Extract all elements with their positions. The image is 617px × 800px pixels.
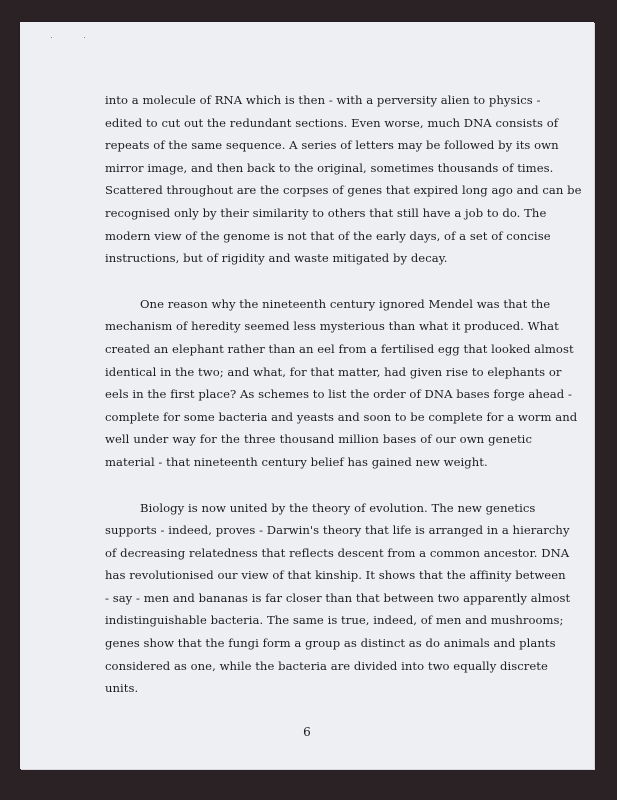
text-line: recognised only by their similarity to others that still have a job to do. The <box>105 205 547 220</box>
paper-speck <box>84 37 85 38</box>
text-line: of decreasing relatedness that reflects descent from a common ancestor. DNA <box>105 545 570 560</box>
text-line: One reason why the nineteenth century ignored Mendel was that the <box>140 296 551 311</box>
text-line: repeats of the same sequence. A series of letters may be followed by its own <box>105 138 559 153</box>
text-line: mechanism of heredity seemed less mysterious than what it produced. What <box>105 319 559 334</box>
text-line: instructions, but of rigidity and waste mitigated by decay. <box>105 251 448 266</box>
text-line: material - that nineteenth century belief has gained new weight. <box>105 454 488 469</box>
text-line: mirror image, and then back to the original, sometimes thousands of times. <box>105 160 554 175</box>
text-line: created an elephant rather than an eel from a fertilised egg that looked almost <box>105 341 574 356</box>
text-line: complete for some bacteria and yeasts and soon to be complete for a worm and <box>105 409 578 424</box>
text-line: into a molecule of RNA which is then - with a perversity alien to physics - <box>105 93 541 107</box>
text-line: Scattered throughout are the corpses of genes that expired long ago and can be <box>105 183 582 198</box>
text-line: has revolutionised our view of that kinship. It shows that the affinity between <box>105 568 566 583</box>
text-line: identical in the two; and what, for that matter, had given rise to elephants or <box>105 364 562 379</box>
text-line: well under way for the three thousand million bases of our own genetic <box>105 432 532 447</box>
paragraph-3 <box>105 497 571 700</box>
text-line: edited to cut out the redundant sections. Even worse, much DNA consists of <box>105 115 559 130</box>
body-text <box>105 89 582 700</box>
text-line: eels in the first place? As schemes to list the order of DNA bases forge ahead - <box>105 387 572 402</box>
text-line: genes show that the fungi form a group as distinct as do animals and plants <box>105 636 556 651</box>
text-line: Biology is now united by the theory of evolution. The new genetics <box>140 500 536 515</box>
text-line: indistinguishable bacteria. The same is true, indeed, of men and mushrooms; <box>105 613 564 628</box>
paragraph-1 <box>105 89 582 270</box>
page-number: 6 <box>303 725 311 739</box>
text-line: units. <box>105 681 139 696</box>
text-line: considered as one, while the bacteria are divided into two equally discrete <box>105 658 548 673</box>
text-line: supports - indeed, proves - Darwin's theory that life is arranged in a hierarchy <box>105 523 570 538</box>
paper-speck <box>51 37 52 38</box>
paragraph-2 <box>105 293 578 474</box>
text-line: - say - men and bananas is far closer than that between two apparently almost <box>105 590 571 605</box>
text-line: modern view of the genome is not that of the early days, of a set of concise <box>105 228 551 243</box>
document-page <box>20 22 594 769</box>
